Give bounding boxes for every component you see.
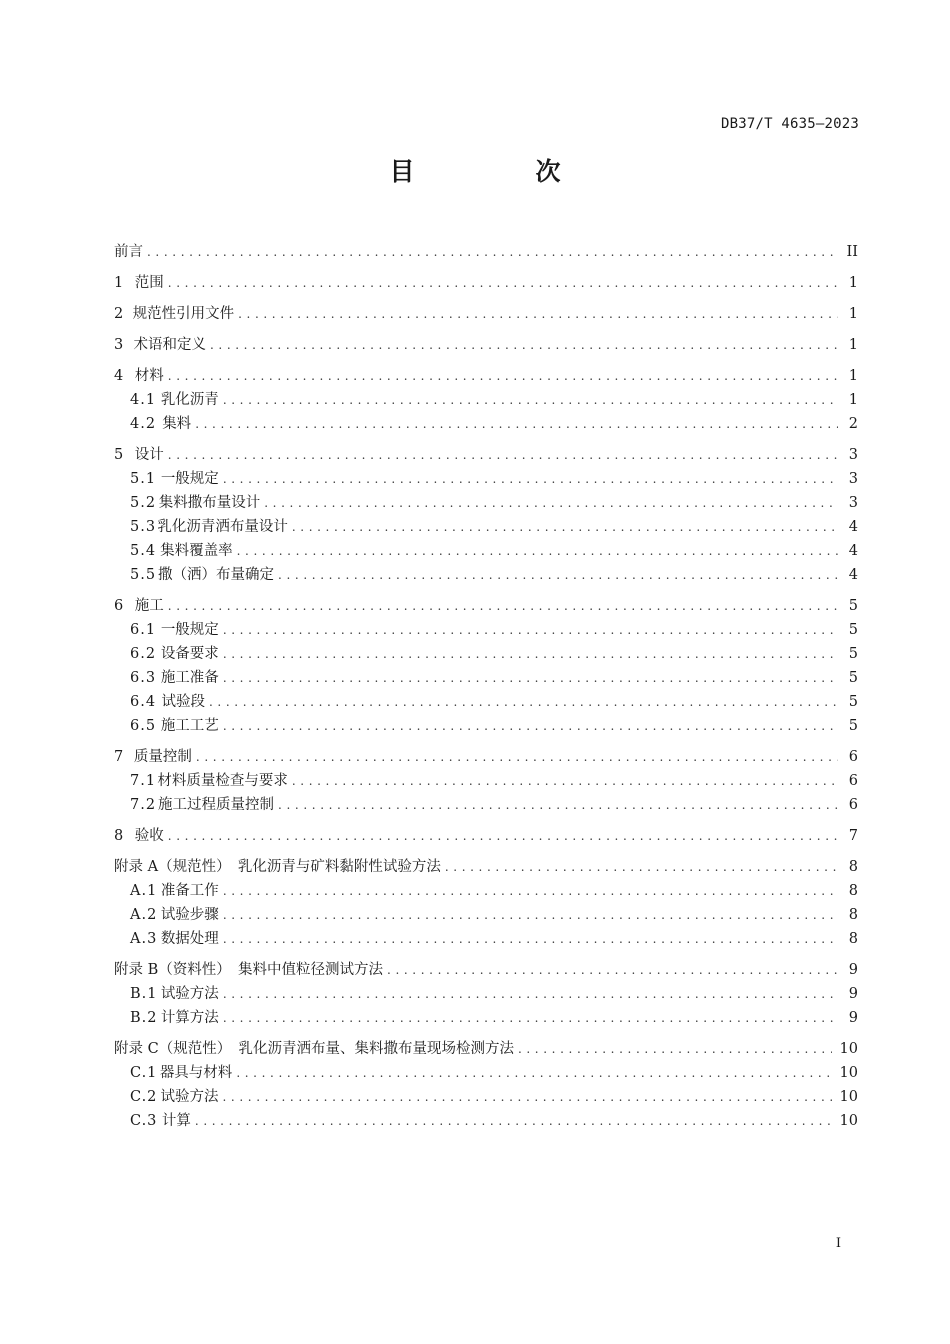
toc-entry-page: 3 <box>848 471 858 487</box>
toc-leader-dots <box>223 714 838 738</box>
toc-entry-number: 4.1 <box>130 392 157 408</box>
toc-entry[interactable] <box>114 467 858 491</box>
toc-leader-dots <box>168 443 838 467</box>
toc-leader-dots <box>223 618 838 642</box>
toc-entry-label: 计算方法 <box>160 1010 219 1026</box>
toc-entry-label: 试验段 <box>161 694 205 710</box>
toc-entry-page: 4 <box>848 543 858 559</box>
toc-entry-page: 9 <box>848 962 858 978</box>
toc-entry-page: 4 <box>848 519 858 535</box>
toc-entry-page: 6 <box>848 797 858 813</box>
document-code: DB37/T 4635—2023 <box>720 116 859 132</box>
toc-entry-label: 集料覆盖率 <box>160 543 233 559</box>
toc-entry-label: 材料质量检查与要求 <box>157 773 288 789</box>
toc-entry-label: 集料撒布量设计 <box>158 495 261 511</box>
toc-entry[interactable] <box>114 515 858 539</box>
toc-entry[interactable] <box>114 491 858 515</box>
toc-entry-number: C.1 <box>130 1065 158 1081</box>
toc-entry-number: A.2 <box>130 907 158 923</box>
toc-entry-label: 器具与材料 <box>159 1065 233 1081</box>
toc-entry-number: B.1 <box>130 986 158 1002</box>
toc-leader-dots <box>387 958 838 982</box>
toc-leader-dots <box>147 240 838 264</box>
toc-entry-page: 6 <box>848 749 858 765</box>
toc-entry-number: 6.4 <box>130 694 157 710</box>
toc-entry-label: 集料 <box>162 416 192 432</box>
toc-entry[interactable] <box>114 1109 858 1133</box>
toc-entry-label: 附录 C（规范性） 乳化沥青洒布量、集料撒布量现场检测方法 <box>114 1041 514 1057</box>
toc-entry-number: C.3 <box>130 1113 158 1129</box>
toc-leader-dots <box>292 769 838 793</box>
toc-leader-dots <box>223 982 838 1006</box>
toc-entry[interactable] <box>114 982 858 1006</box>
toc-entry-number: 6.3 <box>130 670 157 686</box>
table-of-contents <box>114 240 858 1133</box>
toc-entry-label: 撒（洒）布量确定 <box>158 567 275 583</box>
toc-entry[interactable] <box>114 793 858 817</box>
toc-entry-number: 8 <box>114 828 124 844</box>
toc-entry-label: 术语和定义 <box>133 337 206 353</box>
toc-leader-dots <box>236 1061 831 1085</box>
toc-entry-label: 施工准备 <box>160 670 219 686</box>
toc-leader-dots <box>223 879 838 903</box>
toc-entry[interactable] <box>114 594 858 618</box>
toc-entry-page: 5 <box>848 718 858 734</box>
toc-leader-dots <box>195 1109 832 1133</box>
toc-entry-number: 4.2 <box>130 416 157 432</box>
toc-leader-dots <box>278 563 838 587</box>
page-number: I <box>835 1236 841 1251</box>
toc-entry[interactable] <box>114 903 858 927</box>
toc-entry-page: 8 <box>848 907 858 923</box>
toc-entry-label: 施工工艺 <box>160 718 219 734</box>
toc-entry[interactable] <box>114 690 858 714</box>
toc-entry[interactable] <box>114 240 858 264</box>
toc-leader-dots <box>223 467 838 491</box>
toc-entry[interactable] <box>114 1006 858 1030</box>
toc-entry-page: II <box>846 244 858 260</box>
toc-entry-page: 9 <box>848 986 858 1002</box>
toc-leader-dots <box>168 594 838 618</box>
toc-leader-dots <box>223 642 838 666</box>
toc-leader-dots <box>195 412 838 436</box>
toc-entry-label: 质量控制 <box>133 749 192 765</box>
toc-entry-page: 10 <box>839 1089 858 1105</box>
toc-leader-dots <box>278 793 838 817</box>
toc-entry-page: 4 <box>848 567 858 583</box>
toc-entry-label: 试验步骤 <box>160 907 219 923</box>
toc-leader-dots <box>518 1037 832 1061</box>
toc-entry-label: 施工 <box>134 598 164 614</box>
toc-entry[interactable] <box>114 642 858 666</box>
toc-entry-number: A.1 <box>130 883 158 899</box>
toc-entry-label: 一般规定 <box>160 622 219 638</box>
toc-entry-page: 1 <box>848 275 858 291</box>
toc-entry-label: 乳化沥青洒布量设计 <box>157 519 288 535</box>
toc-entry-page: 1 <box>848 306 858 322</box>
toc-entry-number: 6.2 <box>130 646 157 662</box>
toc-entry-label: 数据处理 <box>160 931 219 947</box>
toc-entry-label: 计算 <box>161 1113 191 1129</box>
toc-entry-number: 5.1 <box>130 471 157 487</box>
toc-entry-number: 5.5 <box>130 567 157 583</box>
toc-entry-label: 材料 <box>134 368 164 384</box>
toc-entry-number: A.3 <box>130 931 158 947</box>
toc-leader-dots <box>264 491 838 515</box>
toc-entry[interactable] <box>114 1061 858 1085</box>
toc-entry[interactable] <box>114 769 858 793</box>
toc-entry[interactable] <box>114 539 858 563</box>
toc-entry-page: 8 <box>848 883 858 899</box>
toc-entry-number: 6.1 <box>130 622 157 638</box>
toc-leader-dots <box>223 927 838 951</box>
toc-leader-dots <box>223 903 838 927</box>
toc-entry-page: 10 <box>839 1065 858 1081</box>
toc-entry-page: 5 <box>848 622 858 638</box>
toc-entry-label: 附录 B（资料性） 集料中值粒径测试方法 <box>114 962 384 978</box>
toc-entry-page: 6 <box>848 773 858 789</box>
toc-entry[interactable] <box>114 364 858 388</box>
toc-entry-page: 1 <box>848 337 858 353</box>
toc-entry[interactable] <box>114 412 858 436</box>
toc-entry[interactable] <box>114 388 858 412</box>
toc-entry-page: 9 <box>848 1010 858 1026</box>
toc-leader-dots <box>209 690 838 714</box>
toc-entry[interactable] <box>114 443 858 467</box>
toc-entry-page: 5 <box>848 694 858 710</box>
toc-entry-page: 5 <box>848 598 858 614</box>
toc-entry[interactable] <box>114 271 858 295</box>
toc-entry-number: 2 <box>114 306 124 322</box>
toc-entry[interactable] <box>114 958 858 982</box>
toc-entry-number: 5.4 <box>130 543 157 559</box>
toc-entry-number: 3 <box>114 337 124 353</box>
toc-leader-dots <box>210 333 838 357</box>
toc-entry-page: 10 <box>839 1113 858 1129</box>
toc-entry[interactable] <box>114 879 858 903</box>
toc-entry[interactable] <box>114 1085 858 1109</box>
toc-entry[interactable] <box>114 302 858 326</box>
toc-entry[interactable] <box>114 563 858 587</box>
toc-leader-dots <box>168 271 838 295</box>
toc-leader-dots <box>238 302 838 326</box>
toc-entry-page: 7 <box>848 828 858 844</box>
toc-entry-page: 5 <box>848 646 858 662</box>
toc-entry-number: B.2 <box>130 1010 158 1026</box>
toc-entry-page: 3 <box>848 495 858 511</box>
toc-entry-label: 施工过程质量控制 <box>158 797 275 813</box>
toc-entry-page: 2 <box>848 416 858 432</box>
toc-leader-dots <box>237 539 838 563</box>
toc-entry-number: 5.3 <box>130 519 157 535</box>
toc-leader-dots <box>445 855 838 879</box>
toc-leader-dots <box>168 824 838 848</box>
toc-entry[interactable] <box>114 824 858 848</box>
toc-entry[interactable] <box>114 1037 858 1061</box>
toc-entry-number: C.2 <box>130 1089 158 1105</box>
toc-entry-label: 乳化沥青 <box>160 392 219 408</box>
page-title: 目 次 <box>389 157 609 186</box>
toc-entry[interactable] <box>114 745 858 769</box>
toc-entry-page: 1 <box>848 392 858 408</box>
toc-entry-label: 设备要求 <box>160 646 219 662</box>
toc-entry-page: 5 <box>848 670 858 686</box>
toc-entry-number: 6 <box>114 598 124 614</box>
toc-entry-number: 5.2 <box>130 495 157 511</box>
toc-entry[interactable] <box>114 666 858 690</box>
toc-entry[interactable] <box>114 618 858 642</box>
toc-entry-page: 3 <box>848 447 858 463</box>
toc-entry-label: 试验方法 <box>160 986 219 1002</box>
toc-entry-number: 1 <box>114 275 124 291</box>
toc-entry-page: 1 <box>848 368 858 384</box>
toc-leader-dots <box>223 1085 832 1109</box>
toc-leader-dots <box>223 1006 838 1030</box>
toc-leader-dots <box>223 666 838 690</box>
toc-entry[interactable] <box>114 927 858 951</box>
toc-leader-dots <box>196 745 838 769</box>
toc-entry-label: 验收 <box>134 828 164 844</box>
toc-entry[interactable] <box>114 855 858 879</box>
toc-entry-number: 7.1 <box>130 773 157 789</box>
toc-entry-number: 5 <box>114 447 124 463</box>
toc-entry-label: 规范性引用文件 <box>132 306 235 322</box>
toc-entry-label: 一般规定 <box>160 471 219 487</box>
toc-entry[interactable] <box>114 333 858 357</box>
toc-entry-label: 准备工作 <box>160 883 219 899</box>
toc-entry-number: 6.5 <box>130 718 157 734</box>
toc-entry[interactable] <box>114 714 858 738</box>
toc-entry-label: 附录 A（规范性） 乳化沥青与矿料黏附性试验方法 <box>114 859 441 875</box>
toc-entry-number: 7.2 <box>130 797 157 813</box>
toc-entry-label: 设计 <box>134 447 164 463</box>
toc-entry-number: 4 <box>114 368 124 384</box>
toc-entry-number: 7 <box>114 749 124 765</box>
toc-leader-dots <box>292 515 838 539</box>
toc-leader-dots <box>223 388 838 412</box>
toc-entry-label: 范围 <box>134 275 164 291</box>
toc-leader-dots <box>168 364 838 388</box>
toc-entry-label: 前言 <box>114 244 143 260</box>
toc-entry-page: 10 <box>839 1041 858 1057</box>
toc-entry-page: 8 <box>848 859 858 875</box>
toc-entry-label: 试验方法 <box>160 1089 219 1105</box>
toc-entry-page: 8 <box>848 931 858 947</box>
